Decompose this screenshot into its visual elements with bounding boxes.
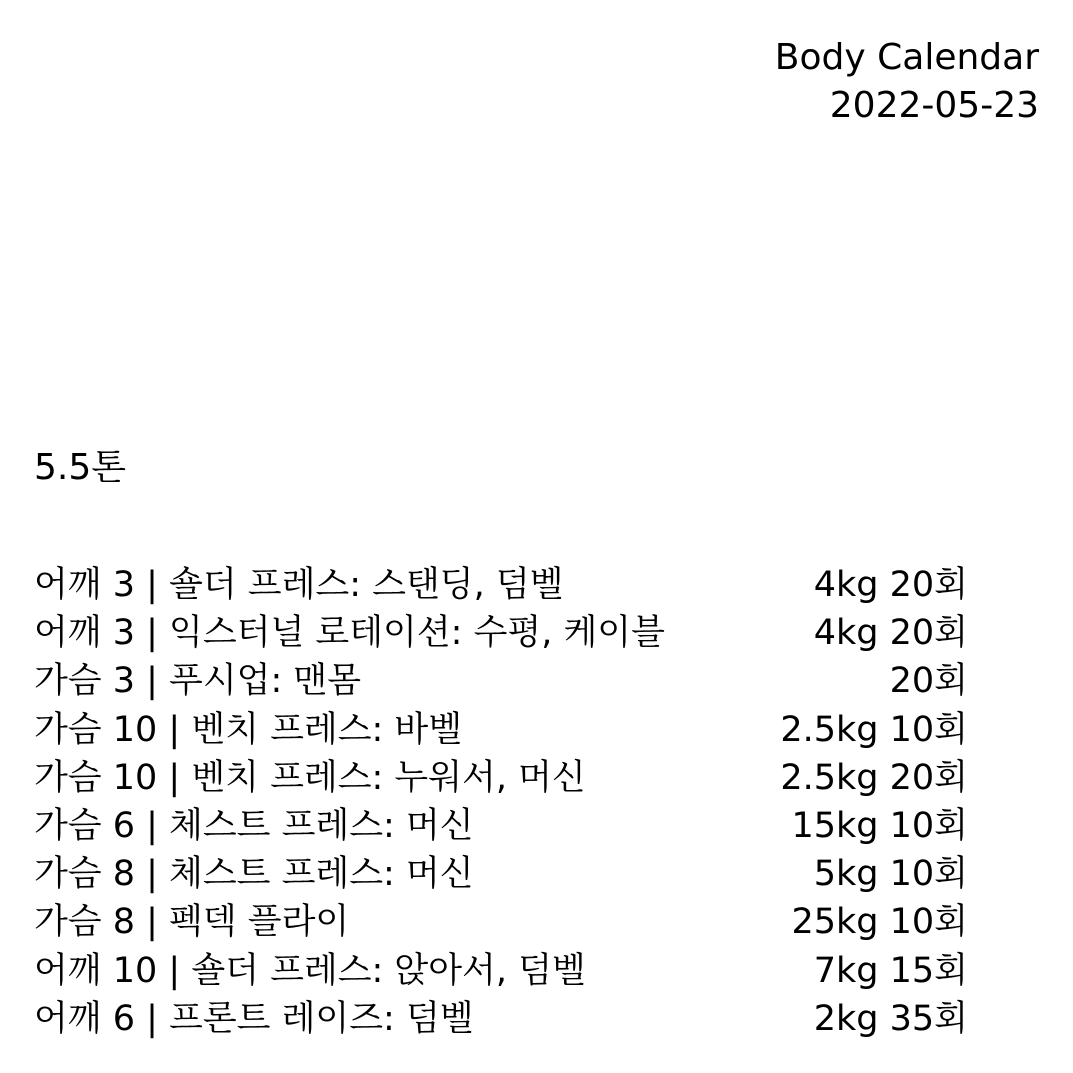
workout-row [34,654,968,702]
header [775,34,1039,130]
workout-row [34,751,968,799]
workout-row [34,944,968,992]
workout-row [34,799,968,847]
exercise-label: 어깨 6 | 프론트 레이즈: 덤벨 [34,998,474,1039]
weight-reps: 25kg 10회 [791,902,968,943]
weight-reps: 2kg 35회 [813,998,968,1039]
date-label: 2022-05-23 [829,85,1039,126]
app-title: Body Calendar [774,37,1039,78]
workout-row [34,703,968,751]
weight-reps: 15kg 10회 [791,806,968,847]
workout-row [34,847,968,895]
workout-row [34,558,968,606]
exercise-label: 가슴 10 | 벤치 프레스: 누워서, 머신 [34,757,586,798]
total-volume: 5.5톤 [34,447,127,488]
workout-list [34,558,968,1040]
weight-reps: 2.5kg 10회 [780,709,968,750]
weight-reps: 4kg 20회 [813,565,968,606]
workout-row [34,992,968,1040]
weight-reps: 20회 [889,661,968,702]
exercise-label: 어깨 3 | 숄더 프레스: 스탠딩, 덤벨 [34,565,564,606]
exercise-label: 가슴 8 | 체스트 프레스: 머신 [34,854,474,895]
weight-reps: 5kg 10회 [813,854,968,895]
exercise-label: 어깨 3 | 익스터널 로테이션: 수평, 케이블 [34,613,665,654]
exercise-label: 어깨 10 | 숄더 프레스: 앉아서, 덤벨 [34,950,586,991]
workout-row [34,606,968,654]
exercise-label: 가슴 6 | 체스트 프레스: 머신 [34,806,474,847]
exercise-label: 가슴 8 | 펙덱 플라이 [34,902,350,943]
weight-reps: 4kg 20회 [813,613,968,654]
exercise-label: 가슴 10 | 벤치 프레스: 바벨 [34,709,463,750]
weight-reps: 2.5kg 20회 [780,757,968,798]
weight-reps: 7kg 15회 [813,950,968,991]
exercise-label: 가슴 3 | 푸시업: 맨몸 [34,661,362,702]
workout-row [34,895,968,943]
